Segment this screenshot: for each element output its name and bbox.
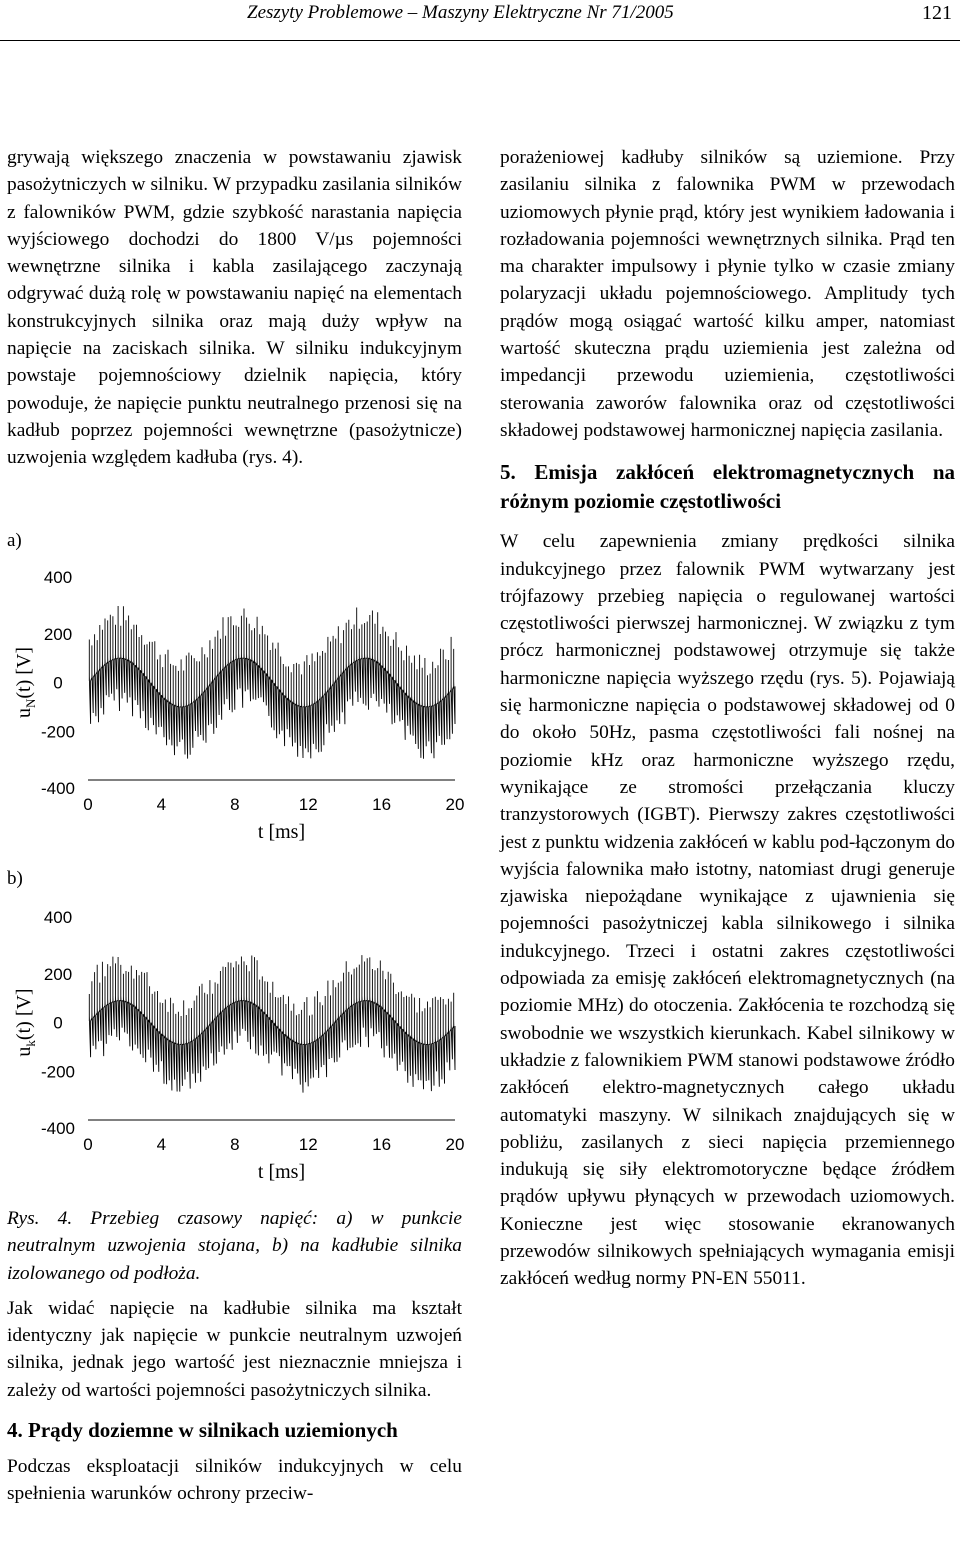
y-axis-label: $u_N(t)$ [V] <box>13 646 38 719</box>
left-column-intro <box>7 144 462 472</box>
x-tick-label: 16 <box>372 795 392 814</box>
y-tick-label: 0 <box>53 1013 63 1033</box>
x-tick-label: 12 <box>298 1135 318 1154</box>
section-4-heading: 4. Prądy doziemne w silnikach uziemionych <box>7 1418 398 1443</box>
x-tick-label: 20 <box>445 795 465 814</box>
y-tick-label: -200 <box>40 1062 76 1082</box>
x-tick-label: 4 <box>156 1135 167 1154</box>
y-tick-label: 400 <box>43 908 73 927</box>
y-axis-label: $u_k(t)$ [V] <box>13 988 38 1057</box>
right-paragraph-2: W celu zapewnienia zmiany prędkości silnika indukcyjnego przez falownik PWM wytwarzany jest trójfazowy przebieg napięcia o regulowanej wartości częstotliwości pierwszej harmonicznej. W związku z tym prócz harmonicznej podstawowej otrzymuje się także harmoniczne napięcia wyższego rzędu (rys. 5). Pojawiają się harmoniczne napięcia o podstawowej składowej od 0 do około 50Hz, pasma częstotliwości fali nośnej na poziomie kHz oraz harmoniczne wyższego rzędu, wynikające ze stromości przełączania kluczy tranzystorowych (IGBT). Pierwszy zakres częstotliwości jest z punktu widzenia zakłóceń w kablu pod-łączonym do wyjścia falownika mało istotny, natomiast drugi generuje zjawiska niepożądane wynikające z ujawnienia się pojemności pasożytniczej kabla silnikowego i silnika indukcyjnego. Trzeci i ostatni zakres częstotliwości odpowiada za emisję zakłóceń elektromagnetycznych (na poziomie MHz) do otoczenia. Zakłócenia te rozchodzą się swobodnie we wszystkich kierunkach. Kabel silnikowy w układzie z falownikiem PWM stanowi podstawowe źródło zakłóceń elektro-magnetycznych całego układu automatyki maszyny. W silnikach znajdujących się w pobliżu, zasilanych z sieci napięcia przemiennego indukują się siły elektromotoryczne będące źródłem prądów upływu płynących w przewodach uziomowych. Konieczne jest więc stosowanie ekranowanych przewodów silnikowych spełniających wymagania emisji zakłóceń według normy PN-EN 55011. <box>500 531 955 1290</box>
x-axis-label: t [ms] <box>257 1161 306 1183</box>
x-tick-label: 8 <box>230 795 240 814</box>
voltage-series-line <box>89 955 455 1093</box>
y-tick-label: -400 <box>40 1119 76 1138</box>
left-paragraph-1: grywają większego znaczenia w powstawaniu zjawisk pasożytniczych w silniku. W przypadku zasilania silników z falowników PWM, gdzie szybkość narastania napięcia wyjściowego dochodzi do 1800 V/µs pojemności wewnętrzne silnika i kabla zasilającego zaczynają odgrywać dużą rolę w powstawaniu napięć na elementach konstrukcyjnych silnika oraz mają duży wpływ na napięcie na zaciskach silnika. W silniku indukcyjnym powstaje pojemnościowy dzielnik napięcia, który powoduje, że napięcie punktu neutralnego przenosi się na kadłub poprzez pojemności wewnętrzne (pasożytnicze) uzwojenia względem kadłuba (rys. 4). <box>7 147 462 469</box>
page-number: 121 <box>922 2 952 24</box>
left-paragraph-2: Jak widać napięcie na kadłubie silnika ma kształt identyczny jak napięcie w punkcie neutralnym uzwojeń silnika, jednak jego wartość jest nieznacznie mniejsza i zależy od wartości pojemności pasożytniczych silnika. <box>7 1297 462 1401</box>
y-tick-label: 200 <box>43 964 73 984</box>
right-paragraph-1: porażeniowej kadłuby silników są uziemione. Przy zasilaniu silnika z falownika PWM w przewodach uziomowych płynie prąd, który jest wynikiem ładowania i rozładowania pojemności wewnętrznych silnika. Prąd ten ma charakter impulsowy i płynie tylko w czasie zmiany polaryzacji układu pojemnościowego. Amplitudy tych prądów mogą osiągać wartość kilku amper, natomiast wartość skuteczna prądu uziemienia jest zależna od impedancji przewodu uziemienia, częstotliwości sterowania zaworów falownika oraz od częstotliwości składowej podstawowej harmonicznej napięcia zasilania. <box>500 147 955 441</box>
journal-title: Zeszyty Problemowe – Maszyny Elektryczne Nr 71/2005 <box>247 2 674 23</box>
figure-caption: Rys. 4. Przebieg czasowy napięć: a) w punkcie neutralnym uzwojenia stojana, b) na kadłubie silnika izolowanego od podłoża. <box>7 1208 462 1284</box>
right-column <box>500 144 955 1293</box>
x-tick-label: 12 <box>298 795 318 814</box>
x-tick-label: 8 <box>230 1135 240 1154</box>
figure-a-label: a) <box>7 530 22 551</box>
left-paragraph-3: Podczas eksploatacji silników indukcyjnych w celu spełnienia warunków ochrony przeciw- <box>7 1456 462 1505</box>
x-axis-label: t [ms] <box>257 821 306 843</box>
chart-b <box>0 895 480 1195</box>
x-tick-label: 0 <box>83 795 93 814</box>
running-header <box>0 0 960 41</box>
y-tick-label: -400 <box>40 779 76 798</box>
y-tick-label: 0 <box>53 673 63 693</box>
section-5-heading: 5. Emisja zakłóceń elektromagnetycznych na różnym poziomie częstotliwości <box>500 460 955 514</box>
voltage-series-line <box>89 606 455 759</box>
x-tick-label: 4 <box>156 795 167 814</box>
figure-b-label: b) <box>7 868 23 889</box>
x-tick-label: 16 <box>372 1135 392 1154</box>
chart-a <box>0 555 480 845</box>
y-tick-label: -200 <box>40 722 76 742</box>
x-tick-label: 0 <box>83 1135 93 1154</box>
y-tick-label: 400 <box>43 568 73 587</box>
y-tick-label: 200 <box>43 624 73 644</box>
left-column-lower <box>7 1205 462 1508</box>
x-tick-label: 20 <box>445 1135 465 1154</box>
